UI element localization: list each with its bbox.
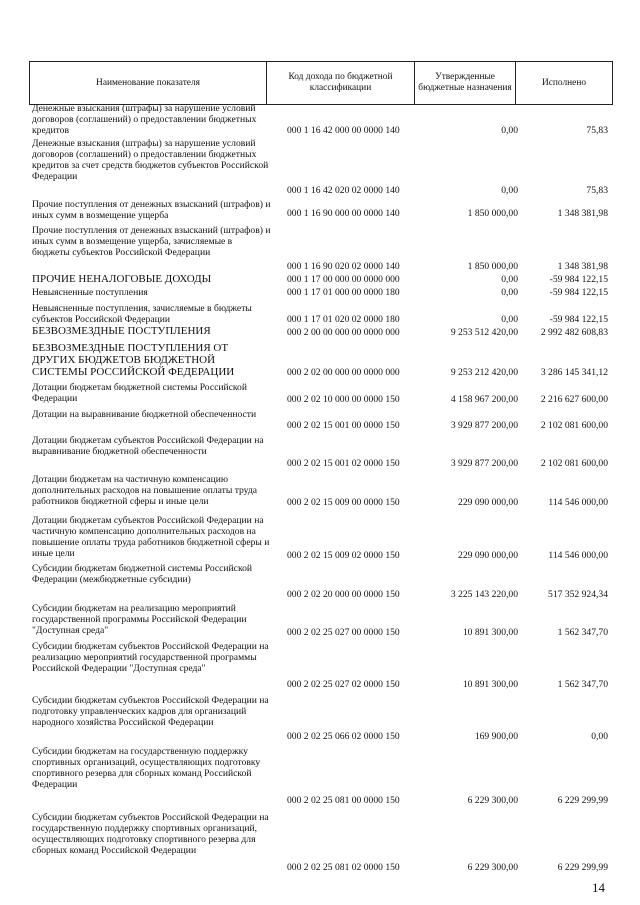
row-code: 000 2 02 15 001 00 0000 150	[287, 420, 400, 431]
row-name: Субсидии бюджетам на государственную поддержку спортивных организаций, осуществляющих подготовку спортивного резерва для сборных команд Российской Федерации	[32, 746, 261, 790]
row-code: 000 1 16 90 020 02 0000 140	[287, 261, 400, 272]
row-code: 000 1 16 42 020 02 0000 140	[287, 185, 400, 196]
row-code: 000 2 02 25 081 00 0000 150	[287, 795, 400, 806]
row-exec: 1 562 347,70	[557, 627, 608, 638]
row-exec: 6 229 299,99	[557, 795, 608, 806]
row-exec: 114 546 000,00	[548, 550, 608, 561]
row-code: 000 2 02 20 000 00 0000 150	[287, 589, 400, 600]
row-name: Дотации на выравнивание бюджетной обеспеченности	[32, 409, 257, 420]
row-plan: 0,00	[501, 185, 518, 196]
row-plan: 6 229 300,00	[467, 862, 518, 873]
row-name: ПРОЧИЕ НЕНАЛОГОВЫЕ ДОХОДЫ	[32, 273, 212, 285]
row-code: 000 2 02 25 066 02 0000 150	[287, 731, 400, 742]
row-plan: 0,00	[501, 125, 518, 136]
row-code: 000 2 02 15 009 00 0000 150	[287, 497, 400, 508]
row-exec: -59 984 122,15	[549, 287, 608, 298]
row-exec: -59 984 122,15	[549, 314, 608, 325]
row-name: Субсидии бюджетам на реализацию мероприятий государственной программы Российской Федерации "Доступная среда"	[32, 603, 247, 636]
row-plan: 0,00	[501, 314, 518, 325]
row-exec: 2 992 482 608,83	[540, 327, 608, 338]
header-exec: Исполнено	[515, 61, 613, 105]
row-code: 000 2 02 15 001 02 0000 150	[287, 458, 400, 469]
row-code: 000 1 17 01 000 00 0000 180	[287, 287, 400, 298]
row-plan: 4 158 967 200,00	[450, 394, 518, 405]
row-code: 000 2 02 25 027 02 0000 150	[287, 679, 400, 690]
row-name: Дотации бюджетам бюджетной системы Российской Федерации	[32, 382, 247, 404]
row-name: БЕЗВОЗМЕЗДНЫЕ ПОСТУПЛЕНИЯ	[32, 325, 211, 337]
header-plan: Утвержденные бюджетные назначения	[414, 61, 515, 105]
row-exec: 3 286 145 341,12	[540, 367, 608, 378]
row-name: Прочие поступления от денежных взысканий (штрафов) и иных сумм в возмещение ущерба, зачисляемые в бюджеты субъектов Российской Федерации	[32, 225, 271, 258]
row-name: Субсидии бюджетам субъектов Российской Федерации на государственную поддержку спортивных организаций, осуществляющих подготовку спортивного резерва для сборных команд Российской Федерации	[32, 812, 269, 856]
row-exec: 0,00	[591, 731, 608, 742]
row-name: Невыясненные поступления	[32, 287, 148, 298]
row-code: 000 2 02 00 000 00 0000 000	[287, 367, 400, 378]
header-name: Наименование показателя	[29, 61, 266, 105]
row-code: 000 1 17 00 000 00 0000 000	[287, 274, 400, 285]
row-name: Прочие поступления от денежных взысканий (штрафов) и иных сумм в возмещение ущерба	[32, 199, 271, 221]
row-plan: 0,00	[501, 287, 518, 298]
row-code: 000 2 00 00 000 00 0000 000	[287, 327, 400, 338]
row-exec: 75,83	[586, 125, 608, 136]
row-name: Денежные взыскания (штрафы) за нарушение условий договоров (соглашений) о предоставлении бюджетных кредитов	[32, 103, 257, 136]
page-number: 14	[592, 880, 605, 895]
row-code: 000 2 02 25 027 00 0000 150	[287, 627, 400, 638]
row-plan: 1 850 000,00	[467, 261, 518, 272]
row-name: Денежные взыскания (штрафы) за нарушение условий договоров (соглашений) о предоставлении бюджетных кредитов за счет средств бюджетов субъектов Российской Федерации	[32, 138, 269, 182]
row-name: Субсидии бюджетам бюджетной системы Российской Федерации (межбюджетные субсидии)	[32, 563, 253, 585]
header-code: Код дохода по бюджетной классификации	[266, 61, 414, 105]
row-plan: 229 090 000,00	[458, 550, 518, 561]
row-exec: 2 102 081 600,00	[540, 458, 608, 469]
row-code: 000 2 02 15 009 02 0000 150	[287, 550, 400, 561]
row-name: Субсидии бюджетам субъектов Российской Федерации на реализацию мероприятий государственной программы Российской Федерации "Доступная среда"	[32, 641, 269, 674]
row-exec: 517 352 924,34	[548, 589, 608, 600]
row-plan: 10 891 300,00	[462, 627, 518, 638]
row-plan: 229 090 000,00	[458, 497, 518, 508]
row-exec: 114 546 000,00	[548, 497, 608, 508]
row-plan: 9 253 212 420,00	[450, 367, 518, 378]
row-exec: 75,83	[586, 185, 608, 196]
row-exec: 1 348 381,98	[557, 208, 608, 219]
row-plan: 3 225 143 220,00	[450, 589, 518, 600]
row-plan: 3 929 877 200,00	[450, 420, 518, 431]
row-exec: 2 216 627 600,00	[540, 394, 608, 405]
row-code: 000 1 16 90 000 00 0000 140	[287, 208, 400, 219]
row-name: Дотации бюджетам субъектов Российской Федерации на частичную компенсацию дополнительных расходов на повышение оплаты труда работников бюджетной сферы и иные цели	[32, 515, 270, 559]
row-plan: 169 900,00	[474, 731, 518, 742]
row-code: 000 2 02 25 081 02 0000 150	[287, 862, 400, 873]
row-plan: 9 253 512 420,00	[450, 327, 518, 338]
row-plan: 1 850 000,00	[467, 208, 518, 219]
row-name: Дотации бюджетам субъектов Российской Федерации на выравнивание бюджетной обеспеченности	[32, 435, 264, 457]
row-plan: 10 891 300,00	[462, 679, 518, 690]
row-plan: 6 229 300,00	[467, 795, 518, 806]
row-name: Невыясненные поступления, зачисляемые в бюджеты субъектов Российской Федерации	[32, 303, 252, 325]
row-name: Субсидии бюджетам субъектов Российской Федерации на подготовку управленческих кадров для организаций народного хозяйства Российской Федерации	[32, 695, 269, 728]
row-code: 000 1 17 01 020 02 0000 180	[287, 314, 400, 325]
row-name: БЕЗВОЗМЕЗДНЫЕ ПОСТУПЛЕНИЯ ОТ ДРУГИХ БЮДЖЕТОВ БЮДЖЕТНОЙ СИСТЕМЫ РОССИЙСКОЙ ФЕДЕРАЦИИ	[32, 342, 235, 378]
row-exec: 2 102 081 600,00	[540, 420, 608, 431]
row-code: 000 1 16 42 000 00 0000 140	[287, 125, 400, 136]
row-exec: 6 229 299,99	[557, 862, 608, 873]
row-exec: 1 562 347,70	[557, 679, 608, 690]
row-name: Дотации бюджетам на частичную компенсацию дополнительных расходов на повышение оплаты труда работников бюджетной сферы и иные цели	[32, 474, 258, 507]
row-plan: 0,00	[501, 274, 518, 285]
row-exec: 1 348 381,98	[557, 261, 608, 272]
row-code: 000 2 02 10 000 00 0000 150	[287, 394, 400, 405]
row-plan: 3 929 877 200,00	[450, 458, 518, 469]
row-exec: -59 984 122,15	[549, 274, 608, 285]
